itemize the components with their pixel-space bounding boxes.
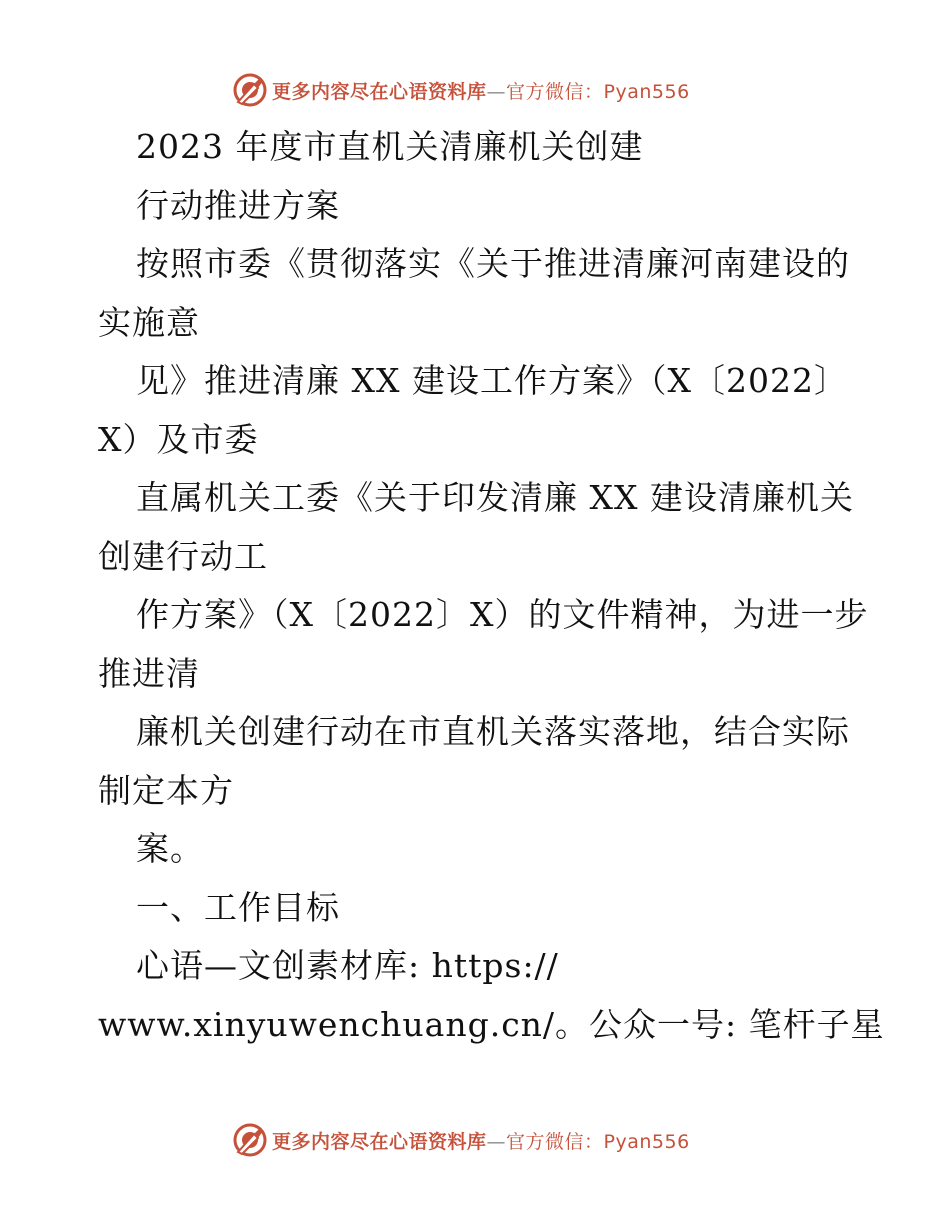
watermark-site: 更多内容尽在心语资料库 [272, 80, 487, 103]
watermark-wechat-id: Pyan556 [603, 1130, 690, 1153]
watermark-separator: — [486, 80, 507, 103]
document-body [98, 118, 885, 1054]
watermark-banner-top [232, 70, 690, 110]
source-note-line: 心语—文创素材库: https:// [136, 946, 559, 985]
watermark-site: 更多内容尽在心语资料库 [272, 1130, 487, 1153]
paragraph-line: 直属机关工委《关于印发清廉 XX 建设清廉机关 [136, 478, 854, 517]
paragraph-line: 创建行动工 [98, 536, 268, 576]
watermark-separator: — [486, 1130, 507, 1153]
watermark-text [272, 1127, 690, 1154]
watermark-wechat-label: 官方微信： [506, 80, 604, 103]
watermark-wechat-id: Pyan556 [603, 80, 690, 103]
paragraph-line: 按照市委《贯彻落实《关于推进清廉河南建设的 [136, 244, 850, 283]
watermark-wechat-label: 官方微信： [506, 1130, 604, 1153]
document-title-line-2: 行动推进方案 [136, 185, 340, 225]
pen-logo-icon [232, 72, 268, 108]
watermark-banner-bottom [232, 1120, 690, 1160]
paragraph-line: 案。 [136, 829, 204, 868]
paragraph-line: X）及市委 [98, 419, 259, 459]
document-title-line-1: 2023 年度市直机关清廉机关创建 [136, 127, 644, 166]
paragraph-line: 作方案》（X〔2022〕X）的文件精神，为进一步 [136, 595, 869, 634]
source-note-url-line: www.xinyuwenchuang.cn/。公众一号: 笔杆子星 [98, 1004, 885, 1044]
watermark-text [272, 77, 690, 104]
paragraph-line: 见》推进清廉 XX 建设工作方案》（X〔2022〕 [136, 361, 848, 400]
paragraph-line: 制定本方 [98, 770, 234, 810]
paragraph-line: 廉机关创建行动在市直机关落实落地，结合实际 [136, 712, 850, 751]
paragraph-line: 推进清 [98, 653, 200, 693]
paragraph-line: 实施意 [98, 302, 200, 342]
section-heading: 一、工作目标 [136, 887, 340, 927]
pen-logo-icon [232, 1122, 268, 1158]
